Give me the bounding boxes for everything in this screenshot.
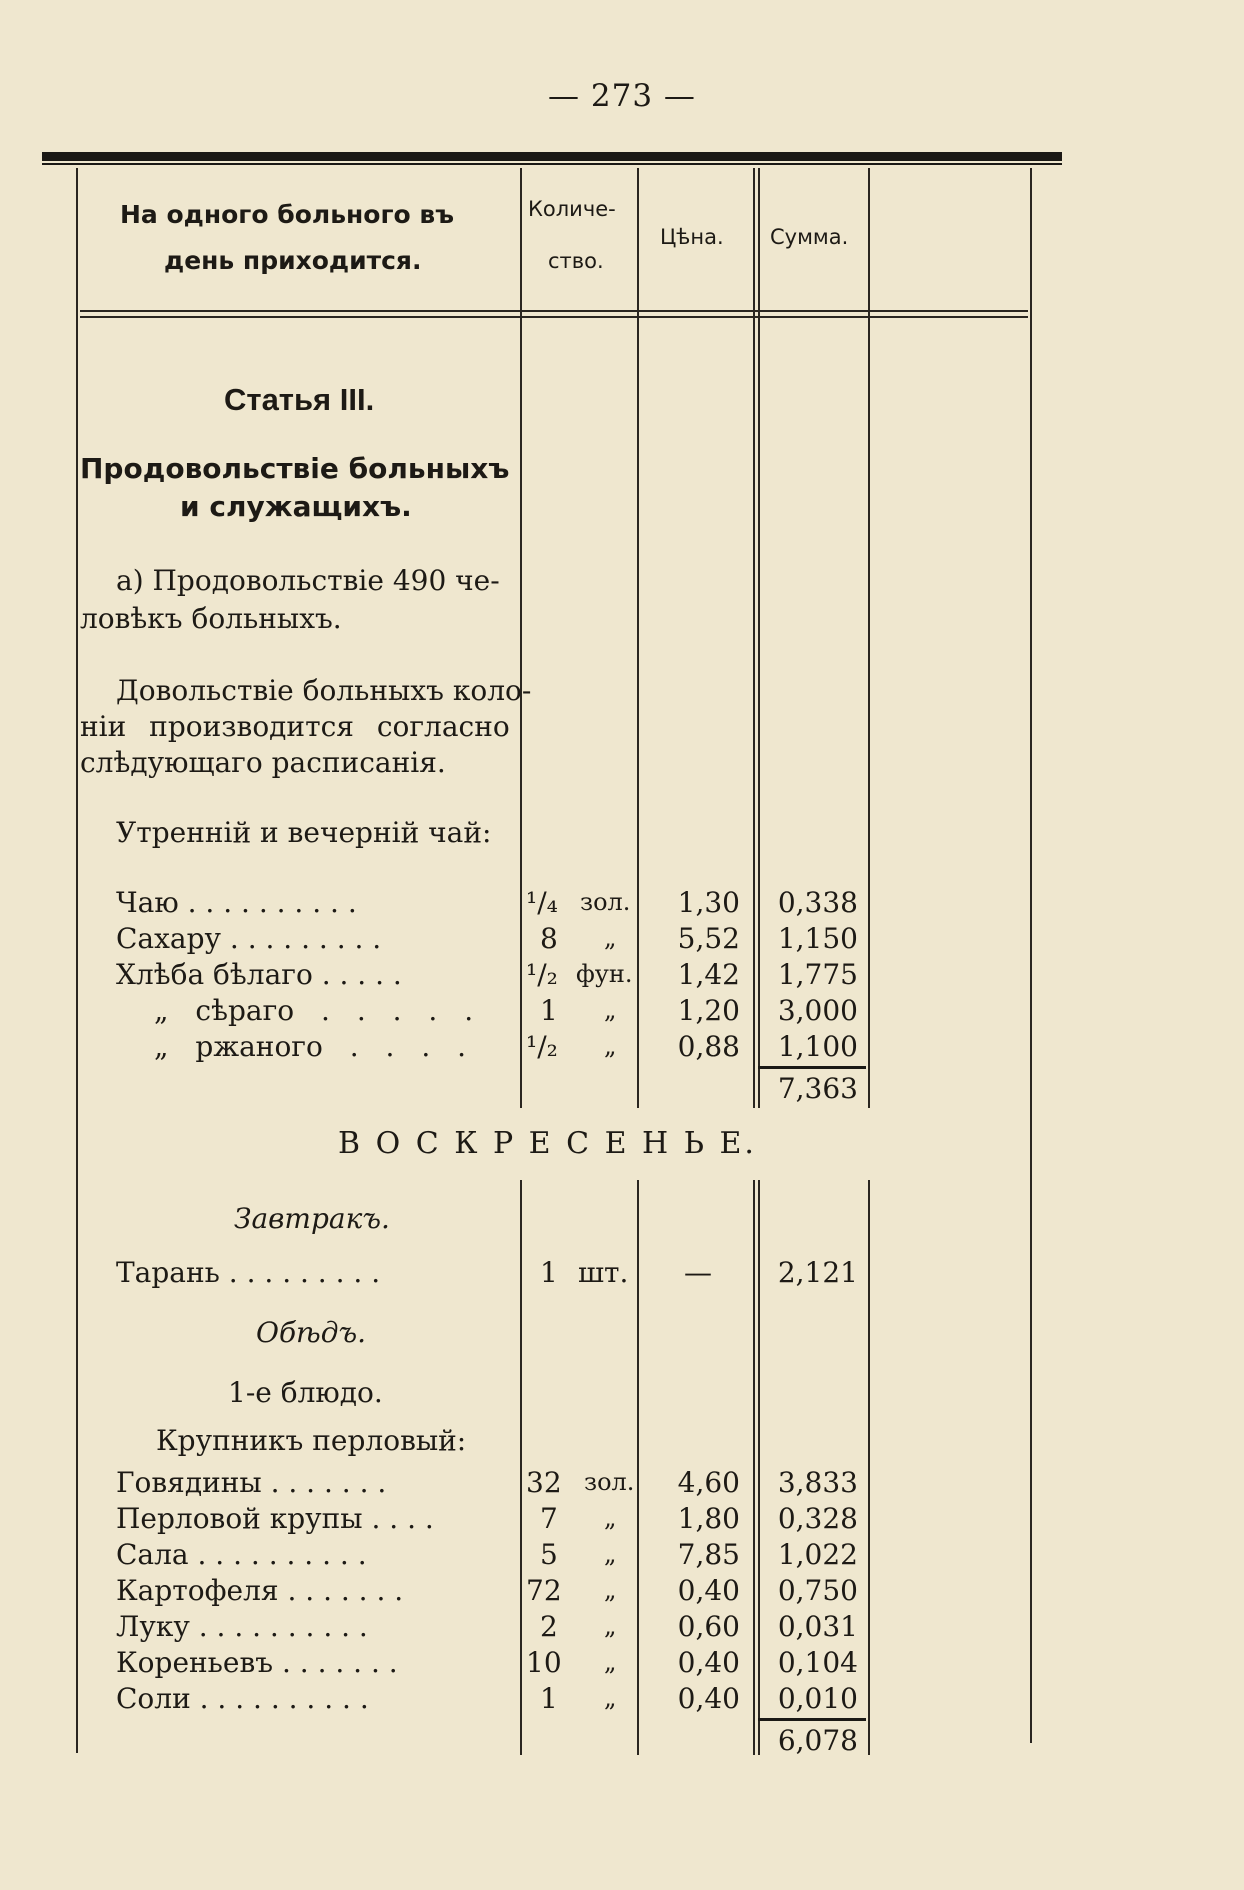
- header-col4: Сумма.: [770, 225, 849, 249]
- col-divider-sum-2: [758, 168, 760, 1108]
- breakfast-row-item: Тарань . . . . . . . . .: [116, 1256, 381, 1289]
- table-row-unit: зол.: [584, 1468, 635, 1496]
- col-divider-right: [868, 168, 870, 1108]
- table-row-qty: 5: [540, 1538, 558, 1571]
- table-row-price: 1,80: [677, 1502, 740, 1535]
- table-row-unit: „: [604, 996, 617, 1024]
- table-row-price: 4,60: [677, 1466, 740, 1499]
- dinner-total: 6,078: [777, 1724, 858, 1757]
- tea-heading: Утренній и вечерній чай:: [116, 816, 492, 849]
- table-row-qty: 8: [540, 922, 558, 955]
- table-row-item: Говядины . . . . . . .: [116, 1466, 387, 1499]
- header-col3: Цѣна.: [660, 225, 724, 249]
- table-row-qty: 1: [540, 1682, 558, 1715]
- dinner-heading: Обѣдъ.: [256, 1316, 367, 1349]
- table-row-sum: 0,338: [777, 886, 858, 919]
- col-divider-qty-lower: [520, 1180, 522, 1755]
- table-row-unit: зол.: [580, 888, 631, 916]
- top-rule: [42, 152, 1062, 161]
- table-row-qty: ¹/₄: [526, 886, 558, 919]
- header-col2-line1: Количе-: [528, 197, 616, 221]
- col-divider-price: [637, 168, 639, 1108]
- table-row-qty: 7: [540, 1502, 558, 1535]
- dish-heading: Крупникъ перловый:: [156, 1424, 467, 1457]
- table-row-sum: 1,775: [777, 958, 858, 991]
- table-row-price: 1,30: [677, 886, 740, 919]
- col-divider-qty: [520, 168, 522, 1108]
- header-rule-2: [80, 316, 1028, 318]
- table-row-unit: „: [604, 1504, 617, 1532]
- table-row-unit: „: [604, 924, 617, 952]
- table-row-sum: 0,750: [777, 1574, 858, 1607]
- table-row-unit: „: [604, 1032, 617, 1060]
- breakfast-row-unit: шт.: [578, 1256, 629, 1289]
- top-rule-thin: [42, 163, 1062, 165]
- dinner-total-rule: [758, 1718, 866, 1721]
- article-subtitle-line2: и служащихъ.: [180, 490, 412, 523]
- table-row-price: 5,52: [677, 922, 740, 955]
- table-row-qty: ¹/₂: [526, 958, 558, 991]
- col-divider-sum-lower: [753, 1180, 755, 1755]
- table-row-unit: „: [604, 1684, 617, 1712]
- table-row-sum: 3,000: [777, 994, 858, 1027]
- tea-total-rule: [758, 1066, 866, 1069]
- table-right-border: [1030, 168, 1032, 1743]
- table-row-price: 7,85: [677, 1538, 740, 1571]
- table-row-sum: 0,328: [777, 1502, 858, 1535]
- header-col1-line2: день приходится.: [164, 246, 422, 275]
- table-row-sum: 0,031: [777, 1610, 858, 1643]
- table-row-qty: 1: [540, 994, 558, 1027]
- table-left-border: [76, 168, 78, 1753]
- article-title: Статья III.: [224, 382, 375, 417]
- table-row-price: 0,88: [677, 1030, 740, 1063]
- table-row-item: Чаю . . . . . . . . . .: [116, 886, 357, 919]
- article-para-a-line1: а) Продовольствіе 490 че-: [116, 564, 500, 597]
- table-row-sum: 3,833: [777, 1466, 858, 1499]
- table-row-item: Луку . . . . . . . . . .: [116, 1610, 368, 1643]
- col-divider-right-lower: [868, 1180, 870, 1755]
- table-row-price: 0,40: [677, 1682, 740, 1715]
- table-row-qty: ¹/₂: [526, 1030, 558, 1063]
- table-row-price: 1,20: [677, 994, 740, 1027]
- table-row-qty: 10: [526, 1646, 562, 1679]
- table-row-item: „ ржаного . . . .: [154, 1030, 467, 1063]
- table-row-item: Сахару . . . . . . . . .: [116, 922, 382, 955]
- col-divider-price-lower: [637, 1180, 639, 1755]
- table-row-item: Хлѣба бѣлаго . . . . .: [116, 958, 402, 991]
- article-subtitle-line1: Продовольствіе больныхъ: [80, 452, 510, 485]
- col-divider-sum-lower-2: [758, 1180, 760, 1755]
- table-row-price: 0,40: [677, 1646, 740, 1679]
- table-row-sum: 1,022: [777, 1538, 858, 1571]
- table-row-item: Кореньевъ . . . . . . .: [116, 1646, 398, 1679]
- table-row-price: 0,60: [677, 1610, 740, 1643]
- table-row-item: Сала . . . . . . . . . .: [116, 1538, 367, 1571]
- table-row-unit: „: [604, 1648, 617, 1676]
- table-row-item: Перловой крупы . . . .: [116, 1502, 434, 1535]
- table-row-price: 1,42: [677, 958, 740, 991]
- table-row-unit: „: [604, 1576, 617, 1604]
- table-row-unit: „: [604, 1540, 617, 1568]
- header-rule: [80, 310, 1028, 312]
- table-row-sum: 1,100: [777, 1030, 858, 1063]
- breakfast-row-qty: 1: [540, 1256, 558, 1289]
- table-row-item: Картофеля . . . . . . .: [116, 1574, 404, 1607]
- table-row-unit: фун.: [576, 960, 633, 988]
- page-number: — 273 —: [548, 78, 696, 114]
- breakfast-row-sum: 2,121: [777, 1256, 858, 1289]
- col-divider-sum: [753, 168, 755, 1108]
- article-para-a-line2: ловѣкъ больныхъ.: [80, 602, 342, 635]
- table-row-qty: 32: [526, 1466, 562, 1499]
- breakfast-row-price: —: [684, 1256, 712, 1289]
- table-row-sum: 1,150: [777, 922, 858, 955]
- breakfast-heading: Завтракъ.: [234, 1202, 390, 1235]
- course-heading: 1-е блюдо.: [228, 1376, 383, 1409]
- table-row-sum: 0,010: [777, 1682, 858, 1715]
- table-row-sum: 0,104: [777, 1646, 858, 1679]
- article-para-b-line1: Довольствіе больныхъ коло-: [116, 674, 532, 707]
- header-col1-line1: На одного больного въ: [120, 200, 454, 229]
- table-row-price: 0,40: [677, 1574, 740, 1607]
- table-row-unit: „: [604, 1612, 617, 1640]
- article-para-b-line2: ніи производится согласно: [80, 710, 510, 743]
- table-row-qty: 2: [540, 1610, 558, 1643]
- table-row-item: Соли . . . . . . . . . .: [116, 1682, 369, 1715]
- article-para-b-line3: слѣдующаго расписанія.: [80, 746, 446, 779]
- table-row-item: „ сѣраго . . . . .: [154, 994, 474, 1027]
- tea-total: 7,363: [777, 1072, 858, 1105]
- table-row-qty: 72: [526, 1574, 562, 1607]
- header-col2-line2: ство.: [548, 249, 604, 273]
- sunday-heading: В О С К Р Е С Е Н Ь Е.: [338, 1126, 757, 1161]
